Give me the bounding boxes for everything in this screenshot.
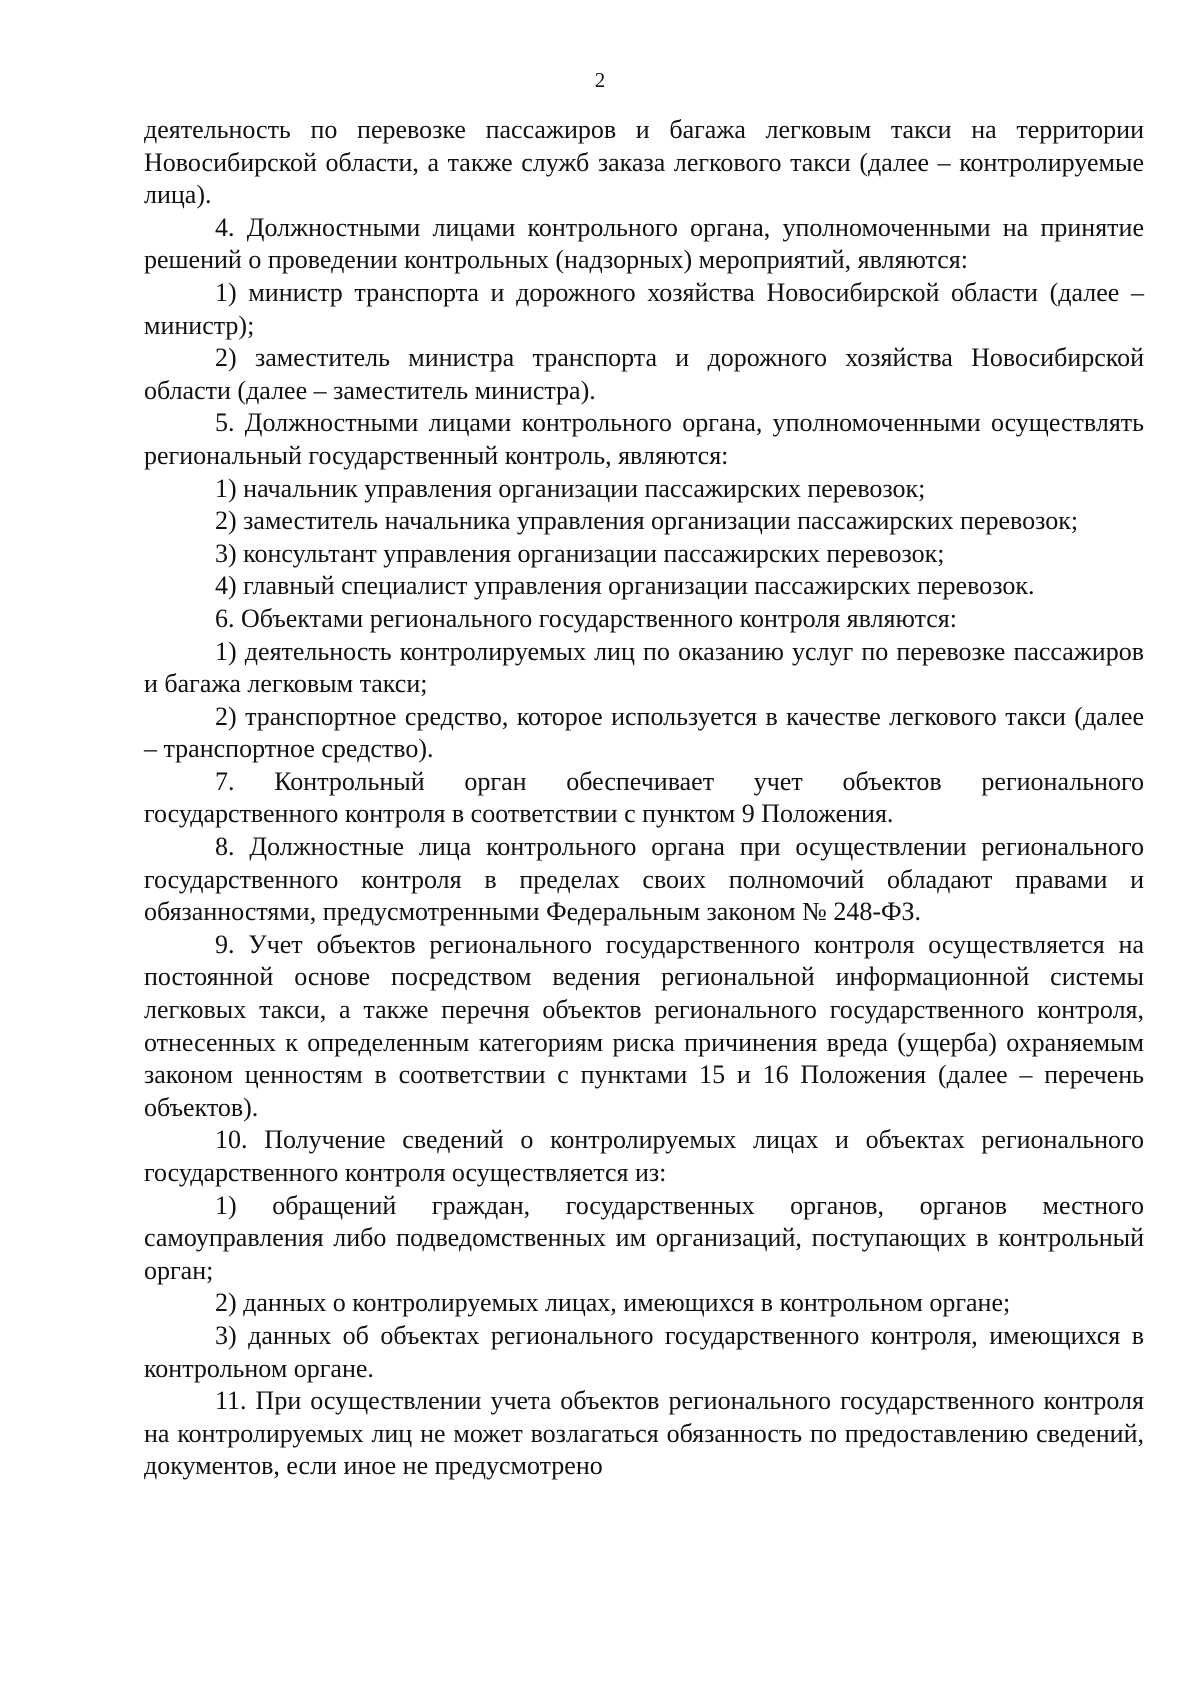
paragraph-item-7: 7. Контрольный орган обеспечивает учет объектов регионального государственного контроля в соответствии с пунктом 9 Положения. (144, 766, 1144, 829)
paragraph-item-10: 10. Получение сведений о контролируемых лицах и объектах регионального государственного контроля осуществляется из: (144, 1125, 1144, 1187)
paragraph-item-5-3: 3) консультант управления организации пассажирских перевозок; (215, 538, 945, 568)
paragraph-item-5: 5. Должностными лицами контрольного органа, уполномоченными осуществлять региональный государственный контроль, являются: (144, 408, 1144, 470)
paragraph-item-6-1: 1) деятельность контролируемых лиц по оказанию услуг по перевозке пассажиров и багажа легковым такси; (144, 636, 1144, 699)
paragraph-item-4: 4. Должностными лицами контрольного органа, уполномоченными на принятие решений о проведении контрольных (надзорных) мероприятий, являются: (144, 212, 1144, 275)
paragraph-item-5-4: 4) главный специалист управления организации пассажирских перевозок. (215, 571, 1035, 601)
paragraph-item-5-1: 1) начальник управления организации пассажирских перевозок; (215, 473, 926, 503)
paragraph-continuation: деятельность по перевозке пассажиров и багажа легковым такси на территории Новосибирской области, а также служб заказа легкового такси (далее – контролируемые лица). (144, 115, 1144, 210)
paragraph-item-4-1: 1) министр транспорта и дорожного хозяйства Новосибирской области (далее – министр); (144, 277, 1144, 340)
paragraph-item-8: 8. Должностные лица контрольного органа при осуществлении регионального государственного контроля в пределах своих полномочий обладают правами и обязанностями, предусмотренными Федеральным законом № 248-ФЗ. (144, 832, 1144, 927)
paragraph-item-6: 6. Объектами регионального государственного контроля являются: (215, 603, 957, 633)
page-number: 2 (594, 68, 606, 92)
paragraph-item-10-1: 1) обращений граждан, государственных органов, органов местного самоуправления либо подведомственных им организаций, поступающих в контрольный орган; (144, 1190, 1144, 1285)
paragraph-item-9: 9. Учет объектов регионального государственного контроля осуществляется на постоянной основе посредством ведения региональной информационной системы легковых такси, а также перечня объектов регионального государственного контроля, отнесенных к определенным категориям риска причинения вреда (ущерба) охраняемым законом ценностям в соответствии с пунктами 15 и 16 Положения (далее – перечень объектов). (144, 929, 1144, 1122)
paragraph-item-6-2: 2) транспортное средство, которое используется в качестве легкового такси (далее – транспортное средство). (144, 701, 1144, 764)
paragraph-item-11: 11. При осуществлении учета объектов регионального государственного контроля на контролируемых лиц не может возлагаться обязанность по предоставлению сведений, документов, если иное не предусмотрено (144, 1386, 1144, 1481)
paragraph-item-4-2: 2) заместитель министра транспорта и дорожного хозяйства Новосибирской области (далее – заместитель министра). (144, 343, 1144, 405)
paragraph-item-10-2: 2) данных о контролируемых лицах, имеющихся в контрольном органе; (215, 1288, 1011, 1318)
paragraph-item-5-2: 2) заместитель начальника управления организации пассажирских перевозок; (215, 506, 1079, 536)
paragraph-item-10-3: 3) данных об объектах регионального государственного контроля, имеющихся в контрольном органе. (144, 1320, 1144, 1383)
document-body (144, 114, 1144, 1483)
